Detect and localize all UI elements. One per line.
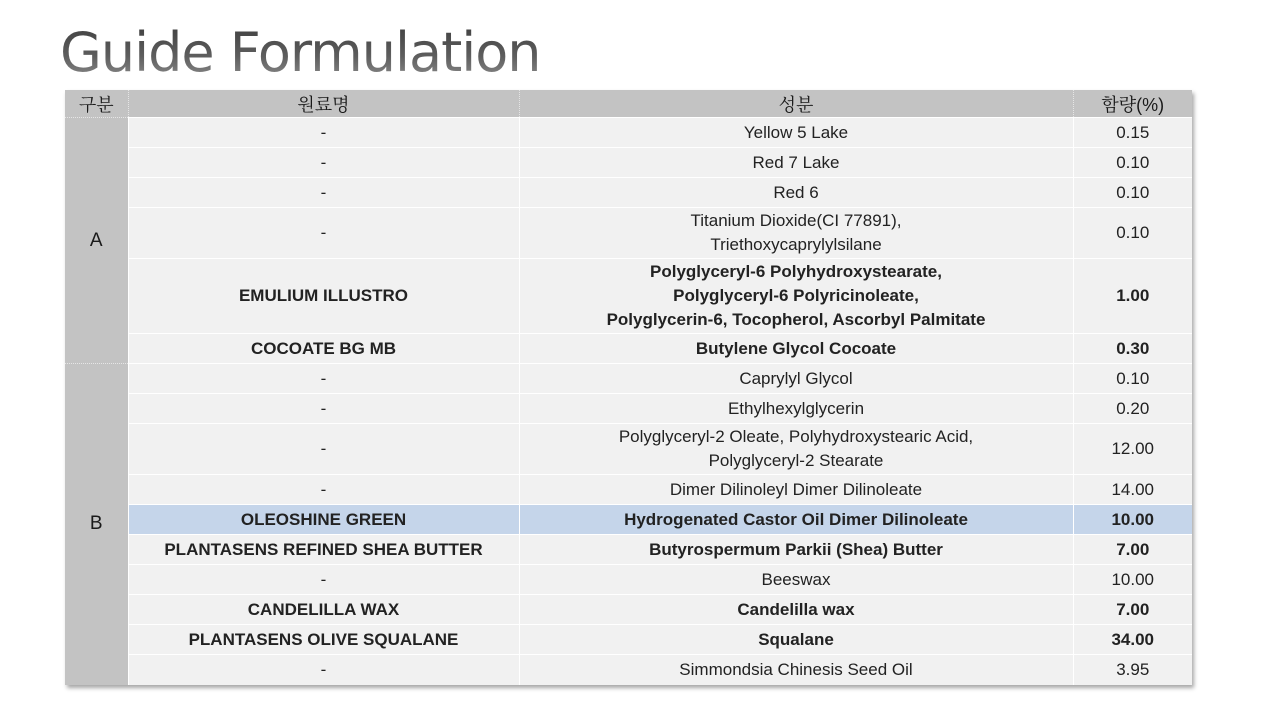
header-content: 함량(%) xyxy=(1073,90,1192,118)
ingredient-cell xyxy=(519,475,1073,505)
raw-material-cell: - xyxy=(128,655,519,685)
table-row xyxy=(65,475,1192,505)
ingredient-line: Red 7 Lake xyxy=(752,152,840,172)
content-percent-cell: 7.00 xyxy=(1073,535,1192,565)
raw-material-cell: PLANTASENS REFINED SHEA BUTTER xyxy=(128,535,519,565)
ingredient-line: Yellow 5 Lake xyxy=(743,122,849,142)
content-percent-cell: 0.15 xyxy=(1073,118,1192,148)
table-row xyxy=(65,535,1192,565)
ingredient-cell xyxy=(519,364,1073,394)
ingredient-line: Hydrogenated Castor Oil Dimer Dilinoleate xyxy=(624,509,968,529)
content-percent-cell: 10.00 xyxy=(1073,565,1192,595)
table-row xyxy=(65,595,1192,625)
raw-material-cell: - xyxy=(128,118,519,148)
ingredient-cell xyxy=(519,565,1073,595)
table-row xyxy=(65,364,1192,394)
ingredient-line: Titanium Dioxide(CI 77891), xyxy=(690,211,902,230)
ingredient-line: Butylene Glycol Cocoate xyxy=(695,338,897,358)
ingredient-line: Polyglyceryl-6 Polyricinoleate, xyxy=(673,286,919,305)
content-percent-cell: 0.10 xyxy=(1073,148,1192,178)
raw-material-cell: - xyxy=(128,148,519,178)
ingredient-cell xyxy=(519,394,1073,424)
raw-material-cell: - xyxy=(128,565,519,595)
ingredient-cell xyxy=(519,118,1073,148)
raw-material-cell: - xyxy=(128,424,519,475)
content-percent-cell: 0.10 xyxy=(1073,364,1192,394)
formulation-table-container xyxy=(65,90,1192,685)
table-row xyxy=(65,208,1192,259)
table-row xyxy=(65,259,1192,334)
ingredient-line: Squalane xyxy=(758,629,834,649)
table-row xyxy=(65,565,1192,595)
content-percent-cell: 12.00 xyxy=(1073,424,1192,475)
header-ingredient: 성분 xyxy=(519,90,1073,118)
ingredient-cell xyxy=(519,625,1073,655)
content-percent-cell: 14.00 xyxy=(1073,475,1192,505)
ingredient-line: Candelilla wax xyxy=(737,599,855,619)
raw-material-cell: - xyxy=(128,208,519,259)
raw-material-cell: - xyxy=(128,178,519,208)
raw-material-cell: CANDELILLA WAX xyxy=(128,595,519,625)
content-percent-cell: 7.00 xyxy=(1073,595,1192,625)
table-row xyxy=(65,655,1192,685)
ingredient-cell xyxy=(519,655,1073,685)
ingredient-cell xyxy=(519,424,1073,475)
content-percent-cell: 3.95 xyxy=(1073,655,1192,685)
raw-material-cell: EMULIUM ILLUSTRO xyxy=(128,259,519,334)
table-row xyxy=(65,394,1192,424)
page-title: Guide Formulation xyxy=(60,18,541,88)
ingredient-line: Polyglyceryl-2 Stearate xyxy=(708,451,884,470)
content-percent-cell: 0.20 xyxy=(1073,394,1192,424)
ingredient-cell xyxy=(519,595,1073,625)
table-row xyxy=(65,625,1192,655)
table-row xyxy=(65,148,1192,178)
ingredient-cell xyxy=(519,178,1073,208)
table-header-row xyxy=(65,90,1192,118)
raw-material-cell: OLEOSHINE GREEN xyxy=(128,505,519,535)
table-row xyxy=(65,334,1192,364)
table-row xyxy=(65,118,1192,148)
content-percent-cell: 0.30 xyxy=(1073,334,1192,364)
table-row xyxy=(65,178,1192,208)
ingredient-cell xyxy=(519,208,1073,259)
ingredient-line: Polyglyceryl-2 Oleate, Polyhydroxystearic Acid, xyxy=(618,427,974,446)
ingredient-line: Ethylhexylglycerin xyxy=(727,398,865,418)
ingredient-cell xyxy=(519,535,1073,565)
raw-material-cell: COCOATE BG MB xyxy=(128,334,519,364)
content-percent-cell: 0.10 xyxy=(1073,178,1192,208)
ingredient-line: Polyglycerin-6, Tocopherol, Ascorbyl Palmitate xyxy=(606,310,986,329)
content-percent-cell: 1.00 xyxy=(1073,259,1192,334)
ingredient-cell xyxy=(519,505,1073,535)
ingredient-cell xyxy=(519,334,1073,364)
table-row xyxy=(65,424,1192,475)
ingredient-cell xyxy=(519,259,1073,334)
raw-material-cell: PLANTASENS OLIVE SQUALANE xyxy=(128,625,519,655)
ingredient-line: Caprylyl Glycol xyxy=(739,368,853,388)
content-percent-cell: 0.10 xyxy=(1073,208,1192,259)
table-body xyxy=(65,118,1192,685)
header-group: 구분 xyxy=(65,90,128,118)
table-row xyxy=(65,505,1192,535)
content-percent-cell: 34.00 xyxy=(1073,625,1192,655)
ingredient-line: Red 6 xyxy=(773,182,819,202)
group-label: B xyxy=(65,364,128,685)
ingredient-line: Butyrospermum Parkii (Shea) Butter xyxy=(649,539,943,559)
raw-material-cell: - xyxy=(128,364,519,394)
ingredient-line: Dimer Dilinoleyl Dimer Dilinoleate xyxy=(669,479,923,499)
ingredient-line: Polyglyceryl-6 Polyhydroxystearate, xyxy=(650,262,942,281)
ingredient-line: Simmondsia Chinesis Seed Oil xyxy=(679,659,913,679)
ingredient-cell xyxy=(519,148,1073,178)
group-label: A xyxy=(65,118,128,364)
formulation-table xyxy=(65,90,1192,685)
header-raw-material: 원료명 xyxy=(128,90,519,118)
raw-material-cell: - xyxy=(128,475,519,505)
ingredient-line: Triethoxycaprylylsilane xyxy=(710,235,882,254)
ingredient-line: Beeswax xyxy=(761,569,831,589)
raw-material-cell: - xyxy=(128,394,519,424)
content-percent-cell: 10.00 xyxy=(1073,505,1192,535)
